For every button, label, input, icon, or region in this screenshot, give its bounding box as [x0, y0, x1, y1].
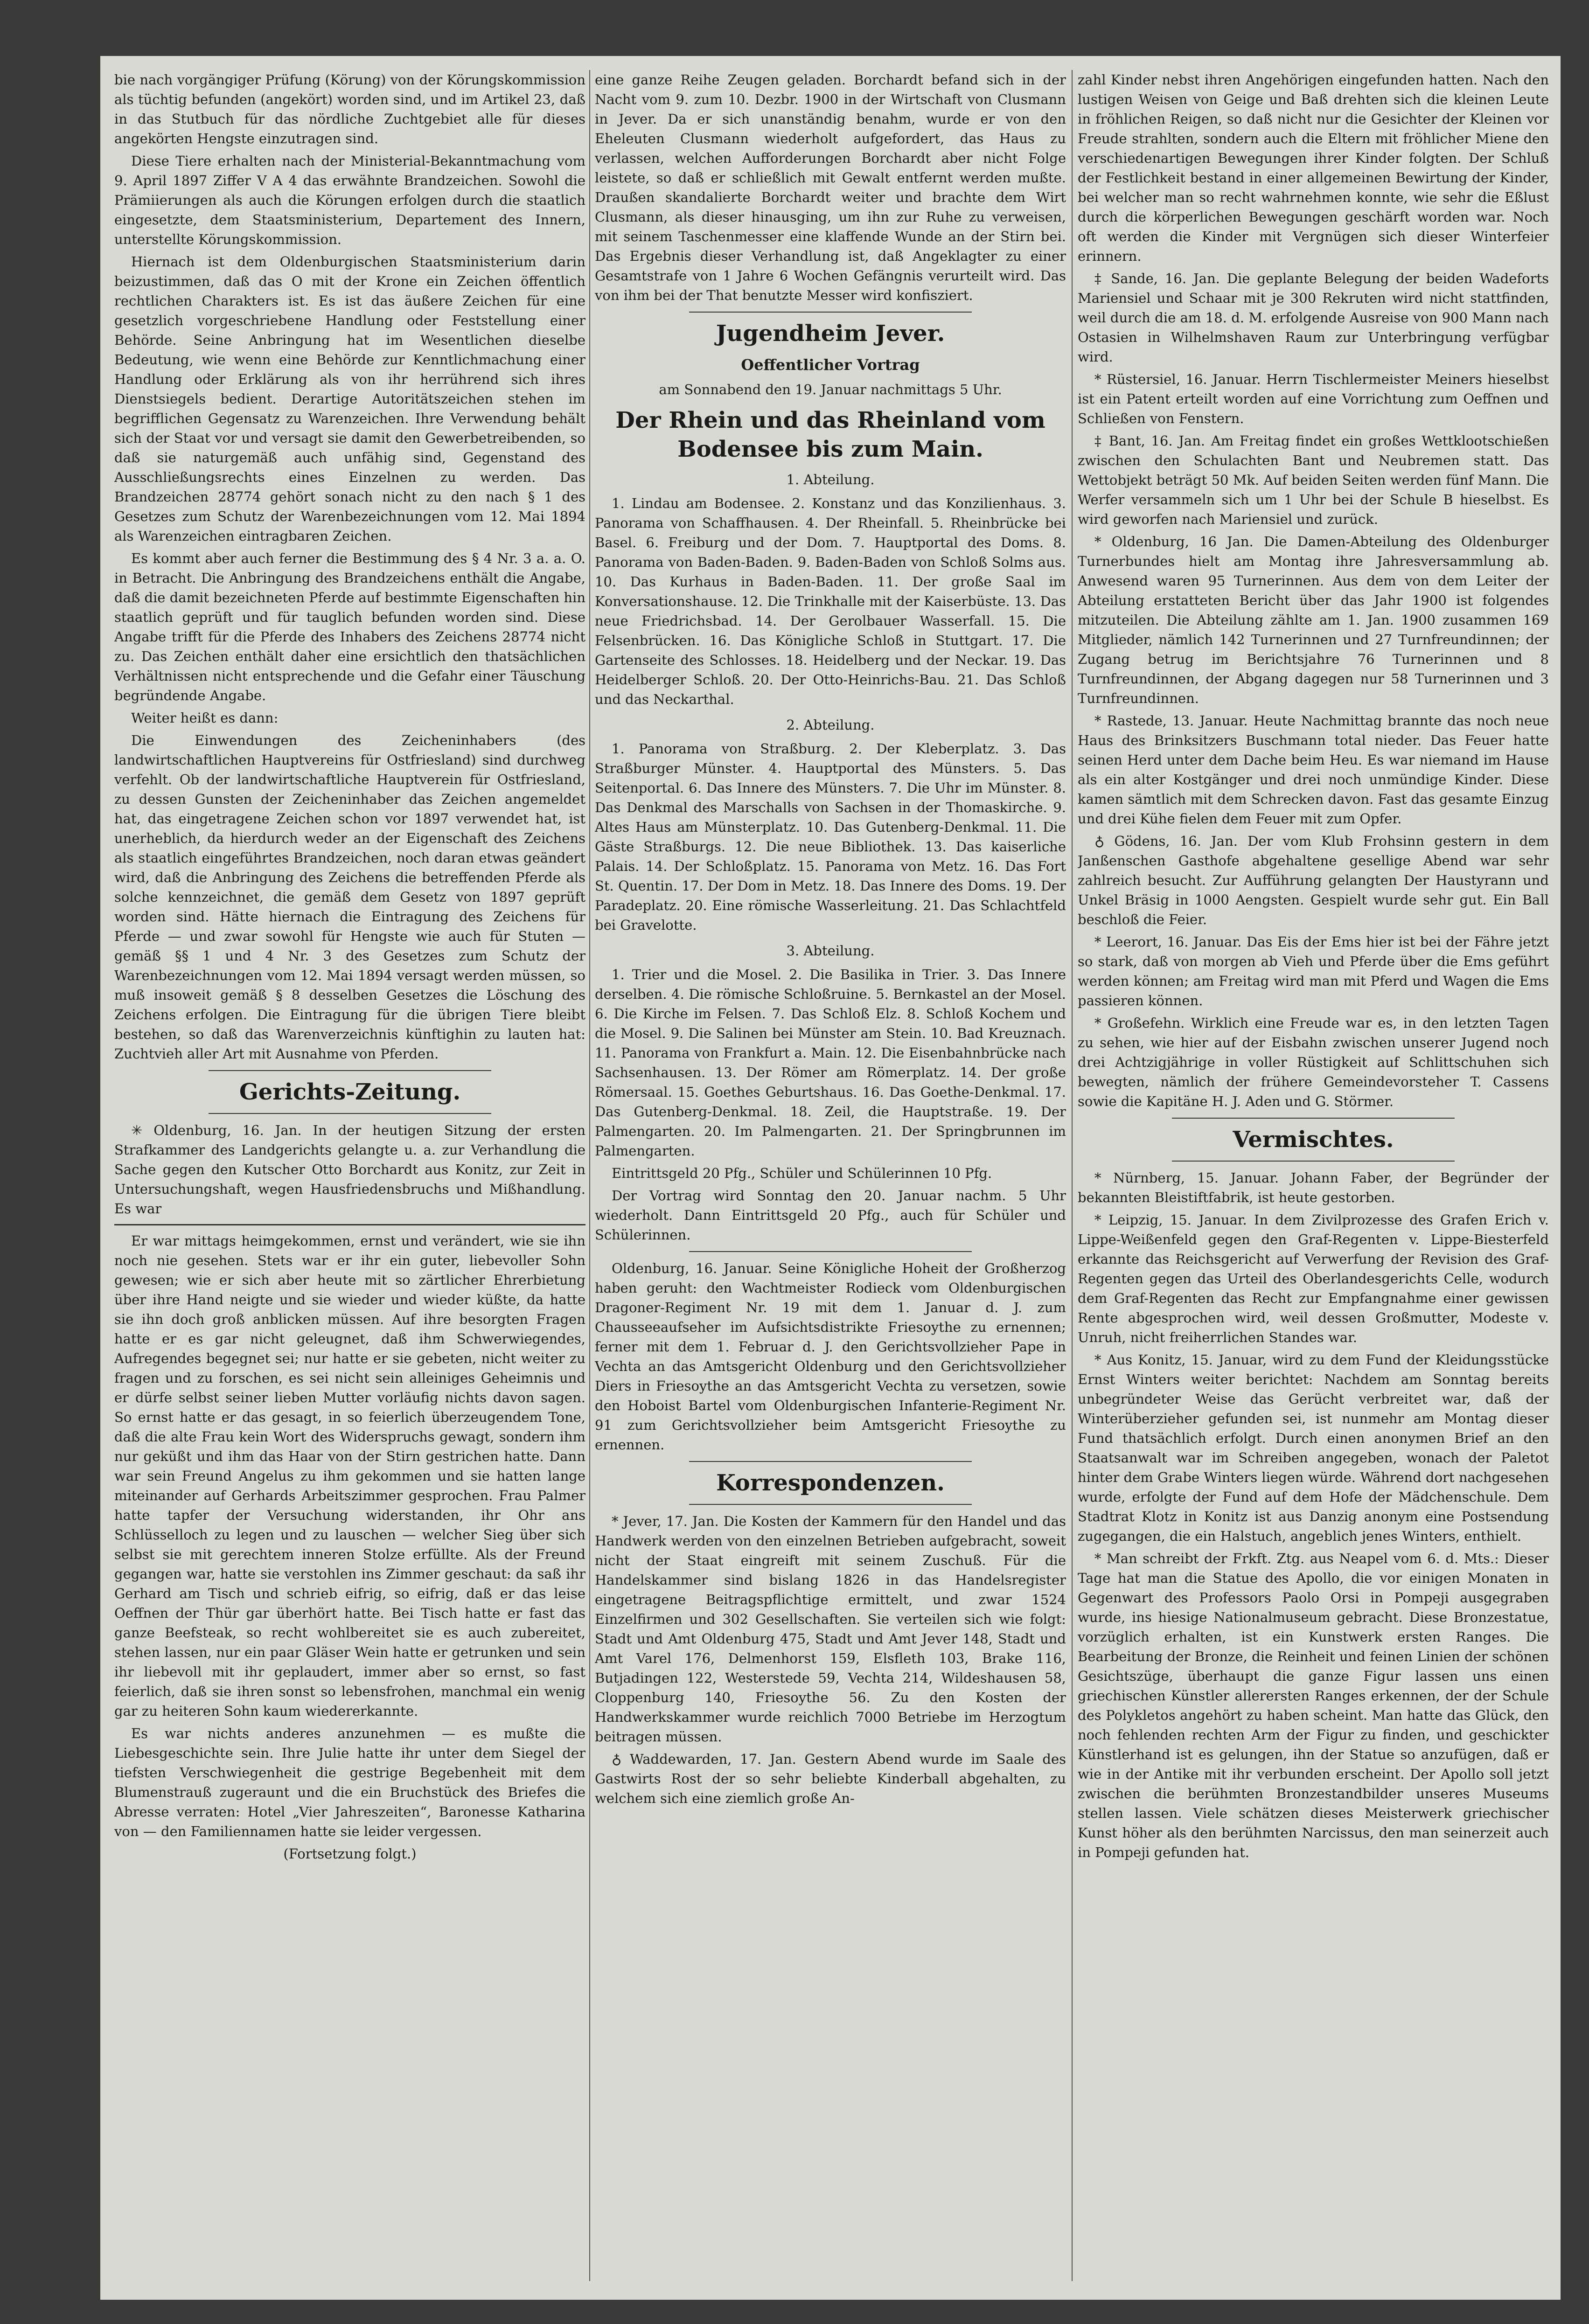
- section-heading: Jugendheim Jever.: [716, 320, 945, 347]
- article-paragraph: * Rastede, 13. Januar. Heute Nachmittag brannte das noch neue Haus des Brinksitzers Buschmann total nieder. Das Feuer hatte seinen Herd unter dem Dache beim Heu. Es war niemand im Hause als ein alter Kostgänger und drei noch unmündige Kinder. Diese kamen sämtlich mit dem Schrecken davon. Fast das gesamte Einzug und drei Kühe fielen dem Feuer mit zum Opfer.: [1078, 713, 1549, 827]
- article-paragraph: * Leipzig, 15. Januar. In dem Zivilprozesse des Grafen Erich v. Lippe-Weißenfeld gegen den Graf-Regenten v. Lippe-Biesterfeld erkannte das Reichsgericht auf Verwerfung der Revision des Graf-Regenten gegen das Urteil des Oberlandesgerichts Celle, wodurch dem Graf-Regenten das Recht zur Empfangnahme einer gewissen Rente abgesprochen wird, weil dessen Großmutter, Modeste v. Unruh, nicht freiherrlichen Standes war.: [1078, 1212, 1549, 1345]
- article-paragraph: * Rüstersiel, 16. Januar. Herrn Tischlermeister Meiners hieselbst ist ein Patent erteilt worden auf eine Vorrichtung zum Oeffnen und Schließen von Fenstern.: [1078, 371, 1549, 426]
- section-divider: [1172, 1118, 1455, 1119]
- article-paragraph: ✳ Oldenburg, 16. Jan. In der heutigen Sitzung der ersten Strafkammer des Landgerichts gelangte u. a. zur Verhandlung die Sache gegen den Kutscher Otto Borchardt aus Konitz, zur Zeit in Untersuchungshaft, wegen Hausfriedensbruchs und Mißhandlung. Es war: [114, 1122, 585, 1217]
- article-paragraph: * Nürnberg, 15. Januar. Johann Faber, der Begründer der bekannten Bleistiftfabrik, ist heute gestorben.: [1078, 1170, 1549, 1205]
- continuation-note: (Fortsetzung folgt.): [283, 1846, 417, 1862]
- article-paragraph: zahl Kinder nebst ihren Angehörigen eingefunden hatten. Nach den lustigen Weisen von Geige und Baß drehten sich die kleinen Leute in fröhlichen Reigen, so daß nicht nur die Gesichter der Kleinen vor Freude strahlten, sondern auch die Eltern mit fröhlicher Miene den verschiedenartigen Bewegungen ihrer Kinder folgten. Der Schluß der Festlichkeit bestand in einer allgemeinen Bewirtung der Kinder, bei welcher man so recht wahrnehmen konnte, wie sehr die Eßlust durch die körperlichen Bewegungen geschärft worden war. Noch oft werden die Kinder mit Vergnügen sich dieser Winterfeier erinnern.: [1078, 72, 1549, 264]
- section-heading: Vermischtes.: [1233, 1127, 1394, 1153]
- article-paragraph: ♁ Gödens, 16. Jan. Der vom Klub Frohsinn gestern in dem Janßenschen Gasthofe abgehaltene gesellige Abend war sehr zahlreich besucht. Zur Aufführung gelangten Der Haustyrann und Unkel Bräsig in 1000 Aengsten. Gespielt wurde sehr gut. Ein Ball beschloß die Feier.: [1078, 833, 1549, 927]
- article-paragraph: Diese Tiere erhalten nach der Ministerial-Bekanntmachung vom 9. April 1897 Ziffer V A 4 das erwähnte Brandzeichen. Sowohl die Prämiierungen als auch die Körungen erfolgen durch die staatlich eingesetzte, dem Staatsministerium, Departement des Innern, unterstellte Körungskommission.: [114, 153, 585, 247]
- section-divider: [689, 1251, 972, 1252]
- article-paragraph: ‡ Sande, 16. Jan. Die geplante Belegung der beiden Wadeforts Mariensiel und Schaar mit je 300 Rekruten wird nicht stattfinden, weil durch die am 18. d. M. erfolgende Ausreise von 900 Mann nach Ostasien in Wilhelmshaven Raum zur Unterbringung verfügbar wird.: [1078, 271, 1549, 365]
- article-paragraph: Oldenburg, 16. Januar. Seine Königliche Hoheit der Großherzog haben geruht: den Wachtmeister Rodieck vom Oldenburgischen Dragoner-Regiment Nr. 19 mit dem 1. Januar d. J. zum Chausseeaufseher im Aufsichtsdistrikte Friesoythe zu ernennen; ferner mit dem 1. Februar d. J. den Gerichtsvollzieher Pape in Vechta an das Amtsgericht Oldenburg und den Gerichtsvollzieher Diers in Friesoythe an das Amtsgericht Vechta zu versetzen, sowie den Hoboist Bartel vom Oldenburgischen Infanterie-Regiment Nr. 91 zum Gerichtsvollzieher beim Amtsgericht Friesoythe zu ernennen.: [595, 1260, 1066, 1453]
- article-paragraph: * Man schreibt der Frkft. Ztg. aus Neapel vom 6. d. Mts.: Dieser Tage hat man die Statue des Apollo, die vor einigen Monaten in Gegenwart des Professors Paolo Orsi in Pompeji ausgegraben wurde, ins hiesige Nationalmuseum gebracht. Diese Bronzestatue, vorzüglich erhalten, ist ein Kunstwerk ersten Ranges. Die Bearbeitung der Bronze, die Reinheit und feinen Linien der schönen Gesichtszüge, überhaupt die ganze Figur lassen uns einen griechischen Künstler allerersten Ranges erkennen, der der Schule des Polykletos angehört zu haben scheint. Man hatte das Glück, den noch fehlenden rechten Arm der Figur zu finden, und geschickter Künstlerhand ist es gelungen, ihn der Statue so anzufügen, daß er wie in der Antike mit ihr verbunden erscheint. Der Apollo soll jetzt zwischen die berühmten Bronzestandbilder unseres Museums stellen lassen. Viele schätzen dieses Meisterwerk griechischer Kunst höher als den berühmten Narcissus, den man seinerzeit auch in Pompeji gefunden hat.: [1078, 1551, 1549, 1860]
- column-middle: [595, 70, 1066, 2281]
- article-paragraph: Es kommt aber auch ferner die Bestimmung des § 4 Nr. 3 a. a. O. in Betracht. Die Anbringung des Brandzeichens enthält die Angabe, daß die damit bezeichneten Pferde auf bestimmte Eigenschaften hin staatlich geprüft und für tauglich befunden worden sind. Diese Angabe trifft für die Pferde des Inhabers des Zeichens 28774 nicht zu. Das Zeichen enthält daher eine ersichtlich den thatsächlichen Verhältnissen nicht entsprechende und die Gefahr einer Täuschung begründende Angabe.: [114, 550, 585, 703]
- repeat-note: Der Vortrag wird Sonntag den 20. Januar nachm. 5 Uhr wiederholt. Dann Eintrittsgeld 20 Pfg., auch für Schüler und Schülerinnen.: [595, 1188, 1066, 1243]
- section-divider: [689, 1461, 972, 1462]
- article-paragraph: ♁ Waddewarden, 17. Jan. Gestern Abend wurde im Saale des Gastwirts Rost der so sehr beliebte Kinderball abgehalten, zu welchem sich eine ziemlich große An-: [595, 1751, 1066, 1806]
- article-paragraph: Weiter heißt es dann:: [131, 710, 279, 726]
- column-right: [1078, 70, 1549, 2281]
- section-divider: [689, 312, 972, 313]
- article-paragraph: * Leerort, 16. Januar. Das Eis der Ems hier ist bei der Fähre jetzt so stark, daß von morgen ab Vieh und Pferde über die Ems geführt werden können; am Freitag wird man mit Pferd und Wagen die Ems passieren können.: [1078, 934, 1549, 1009]
- part-list: 1. Panorama von Straßburg. 2. Der Kleberplatz. 3. Das Straßburger Münster. 4. Hauptportal des Münsters. 5. Das Seitenportal. 6. Das Innere des Münsters. 7. Die Uhr im Münster. 8. Das Denkmal des Marschalls von Sachsen in der Thomaskirche. 9. Altes Haus am Münsterplatz. 10. Das Gutenberg-Denkmal. 11. Die Gäste Straßburgs. 12. Die neue Bibliothek. 13. Das kaiserliche Palais. 14. Der Schloßplatz. 15. Panorama von Metz. 16. Das Fort St. Quentin. 17. Der Dom in Metz. 18. Das Innere des Doms. 19. Der Paradeplatz. 20. Eine römische Wasserleitung. 21. Das Schlachtfeld bei Gravelotte.: [595, 741, 1066, 933]
- feuilleton-divider: [114, 1224, 585, 1225]
- newspaper-page: [100, 56, 1561, 2300]
- part-heading: 1. Abteilung.: [786, 472, 875, 487]
- section-divider: [1172, 1161, 1455, 1162]
- part-heading: 2. Abteilung.: [786, 717, 875, 733]
- article-paragraph: ‡ Bant, 16. Jan. Am Freitag findet ein großes Wettklootschießen zwischen den Schulachten Bant und Neubremen statt. Das Wettobjekt beträgt 50 Mk. Auf beiden Seiten werden fünf Mann. Die Werfer versammeln sich um 1 Uhr bei der Schule B hieselbst. Es wird geworfen nach Mariensiel und zurück.: [1078, 433, 1549, 527]
- article-paragraph: eine ganze Reihe Zeugen geladen. Borchardt befand sich in der Nacht vom 9. zum 10. Dezbr. 1900 in der Wirtschaft von Clusmann in Jever. Da er sich unanständig benahm, wurde er von den Eheleuten Clusmann wiederholt aufgefordert, das Haus zu verlassen, welchen Aufforderungen Borchardt aber nicht Folge leistete, so daß er schließlich mit Gewalt entfernt werden mußte. Draußen skandalierte Borchardt weiter und brachte dem Wirt Clusmann, als dieser hinausging, um ihn zur Ruhe zu verweisen, mit seinem Taschenmesser eine klaffende Wunde an der Stirn bei. Das Ergebnis dieser Verhandlung ist, daß Angeklagter zu einer Gesamtstrafe von 1 Jahre 6 Wochen Gefängnis verurteilt wird. Das von ihm bei der That benutzte Messer wird konfisziert.: [595, 72, 1066, 303]
- article-paragraph: Hiernach ist dem Oldenburgischen Staatsministerium darin beizustimmen, daß das O mit der Krone ein Zeichen öffentlich rechtlichen Charakters ist. Es ist das äußere Zeichen für eine gesetzlich vorgeschriebene Handlung oder Feststellung einer Behörde. Seine Anbringung hat im Wesentlichen dieselbe Bedeutung, wie wenn eine Behörde zur Kenntlichmachung einer Handlung oder Erklärung als von ihr herrührend sich ihres Dienstsiegels bedient. Derartige Autoritätszeichen stehen im begrifflichen Gegensatz zu Warenzeichen. Ihre Verwendung behält sich der Staat vor und versagt sie damit den Gewerbetreibenden, so daß sie naturgemäß auch unfähig sind, Gegenstand des Ausschließungsrechts eines Einzelnen zu werden. Das Brandzeichen 28774 gehört sonach nicht zu den nach § 1 des Gesetzes zum Schutz der Warenbezeichnungen vom 12. Mai 1894 als Warenzeichen eintragbaren Zeichen.: [114, 254, 585, 544]
- part-list: 1. Lindau am Bodensee. 2. Konstanz und das Konzilienhaus. 3. Panorama von Schaffhausen. 4. Der Rheinfall. 5. Rheinbrücke bei Basel. 6. Freiburg und der Dom. 7. Hauptportal des Doms. 8. Panorama von Baden-Baden. 9. Baden-Baden von Schloß Solms aus. 10. Das Kurhaus in Baden-Baden. 11. Der große Saal im Konversationshause. 12. Die Trinkhalle mit der Kaiserbüste. 13. Das neue Friedrichsbad. 14. Der Gerolbauer Wasserfall. 15. Die Felsenbrücken. 16. Das Königliche Schloß in Stuttgart. 17. Die Gartenseite des Schlosses. 18. Heidelberg und der Neckar. 19. Das Heidelberger Schloß. 20. Der Otto-Heinrichs-Bau. 21. Das Schloß und das Neckarthal.: [595, 495, 1066, 707]
- sub-heading: Oeffentlicher Vortrag: [741, 356, 920, 374]
- part-list: 1. Trier und die Mosel. 2. Die Basilika in Trier. 3. Das Innere derselben. 4. Die römische Schloßruine. 5. Bernkastel an der Mosel. 6. Die Kirche im Felsen. 7. Das Schloß Elz. 8. Schloß Kochem und die Mosel. 9. Die Salinen bei Münster am Stein. 10. Bad Kreuznach. 11. Panorama von Frankfurt a. Main. 12. Die Eisenbahnbrücke nach Sachsenhausen. 13. Der Römer am Römerplatz. 14. Der große Römersaal. 15. Goethes Geburtshaus. 16. Das Goethe-Denkmal. 17. Das Gutenberg-Denkmal. 18. Zeil, die Hauptstraße. 19. Der Palmengarten. 20. Im Palmengarten. 21. Der Springbrunnen im Palmengarten.: [595, 967, 1066, 1159]
- section-heading: Gerichts-Zeitung.: [239, 1079, 461, 1105]
- article-paragraph: bie nach vorgängiger Prüfung (Körung) von der Körungskommission als tüchtig befunden (angekört) worden sind, und im Artikel 23, daß in das Stutbuch für das nördliche Zuchtgebiet alle für dieses angekörten Hengste einzutragen sind.: [114, 72, 585, 146]
- section-heading: Korrespondenzen.: [716, 1470, 945, 1496]
- column-left: [114, 70, 585, 2281]
- feuilleton-paragraph: Es war nichts anderes anzunehmen — es mußte die Liebesgeschichte sein. Ihre Julie hatte ihr unter dem Siegel der tiefsten Verschwiegenheit die gestrige Begebenheit mit dem Blumenstrauß zugeraunt und die ein Bruchstück des Briefes die Abresse verraten: Hotel „Vier Jahreszeiten“, Baronesse Katharina von — den Familiennamen hatte sie leider vergessen.: [114, 1726, 585, 1839]
- article-paragraph: * Jever, 17. Jan. Die Kosten der Kammern für den Handel und das Handwerk werden von den einzelnen Betrieben aufgebracht, soweit nicht der Staat eingreift mit seinem Zuschuß. Für die Handelskammer sind bislang 1826 in das Handelsregister eingetragene Beitragspflichtige ermittelt, und zwar 1524 Einzelfirmen und 302 Gesellschaften. Sie verteilen sich wie folgt: Stadt und Amt Oldenburg 475, Stadt und Amt Jever 148, Stadt und Amt Varel 176, Delmenhorst 159, Elsfleth 103, Brake 116, Butjadingen 122, Westerstede 59, Vechta 214, Wildeshausen 58, Cloppenburg 140, Friesoythe 56. Zu den Kosten der Handwerkskammer wurde reichlich 7000 Betriebe im Herzogtum beitragen müssen.: [595, 1513, 1066, 1745]
- event-time: am Sonnabend den 19. Januar nachmittags 5 Uhr.: [659, 382, 1002, 397]
- column-divider: [589, 70, 590, 2281]
- feuilleton-paragraph: Er war mittags heimgekommen, ernst und verändert, wie sie ihn noch nie gesehen. Stets war er ihr ein guter, liebevoller Sohn gewesen; wie er sich aber heute mit so zärtlicher Ehrerbietung über ihre Hand neigte und sie wieder und wieder küßte, da hatte sie ihn doch groß anblicken müssen. Auf ihre besorgten Fragen hatte er es gar nicht geleugnet, daß ihm Schwerwiegendes, Aufregendes begegnet sei; nur hatte er sie gebeten, nicht weiter zu fragen und zu forschen, es sei nicht sein alleiniges Geheimnis und er dürfe selbst seiner lieben Mutter vorläufig nichts davon sagen. So ernst hatte er das gesagt, in so feierlich überzeugendem Tone, daß die alte Frau kein Wort des Widerspruchs gewagt, sondern ihm nur geküßt und ihm das Haar von der Stirn gestrichen hatte. Dann war sein Freund Angelus zu ihm gekommen und sie hatten lange miteinander auf Gerhards Arbeitszimmer gesprochen. Frau Palmer hatte tapfer der Versuchung widerstanden, ihr Ohr ans Schlüsselloch zu legen und zu lauschen — welcher Sieg über sich selbst sie mit gerechtem inneren Stolze erfüllte. Als der Freund gegangen war, hatte sie verstohlen ins Zimmer geschaut: da saß ihr Gerhard am Tisch und schrieb eifrig, so eifrig, daß er das leise Oeffnen der Thür gar überhört hatte. Bei Tisch hatte er fast das ganze Beefsteak, so recht wohlbereitet sie es auch zubereitet, stehen lassen, nur ein paar Gläser Wein hatte er getrunken und sein ihr liebevoll mit ihr geplaudert, immer aber so ernst, so fast feierlich, daß sie ihren sonst so lebensfrohen, manchmal ein wenig gar zu heiteren Sohn kaum wiedererkannte.: [114, 1233, 585, 1719]
- admission-note: Eintrittsgeld 20 Pfg., Schüler und Schülerinnen 10 Pfg.: [612, 1165, 992, 1181]
- section-divider: [209, 1070, 491, 1071]
- article-paragraph: Die Einwendungen des Zeicheninhabers (des landwirtschaftlichen Hauptvereins für Ostfriesland) sind durchweg verfehlt. Ob der landwirtschaftliche Hauptverein für Ostfriesland, zu dessen Gunsten der Zeicheninhaber das Zeichen angemeldet hat, das eingetragene Zeichen schon vor 1897 verwendet hat, ist unerheblich, da hierdurch weder an der Eigenschaft des Zeichens als staatlich eingeführtes Brandzeichen, noch daran etwas geändert wird, daß die Anbringung des Zeichens die betreffenden Pferde als solche kennzeichnet, die gemäß dem Gesetz von 1897 geprüft worden sind. Hätte hiernach die Eintragung des Zeichens für Pferde — und zwar sowohl für Hengste wie auch für Stuten — gemäß §§ 1 und 4 Nr. 3 des Gesetzes zum Schutz der Warenbezeichnungen vom 12. Mai 1894 versagt werden müssen, so muß insoweit gemäß § 8 desselben Gesetzes die Löschung des Zeichens erfolgen. Die Eintragung für die übrigen Tiere bleibt bestehen, so daß das Warenverzeichnis künftighin zu lauten hat: Zuchtvieh aller Art mit Ausnahme von Pferden.: [114, 732, 585, 1062]
- article-paragraph: * Oldenburg, 16 Jan. Die Damen-Abteilung des Oldenburger Turnerbundes hielt am Montag ihre Jahresversammlung ab. Anwesend waren 95 Turnerinnen. Aus dem von dem Leiter der Abteilung erstatteten Bericht über das Jahr 1900 ist folgendes mitzuteilen. Die Abteilung zählte am 1. Jan. 1900 zusammen 169 Mitglieder, nämlich 142 Turnerinnen und 27 Turnfreundinnen; der Zugang betrug im Berichtsjahre 76 Turnerinnen und 8 Turnfreundinnen, der Abgang dagegen nur 58 Turnerinnen und 3 Turnfreundinnen.: [1078, 534, 1549, 706]
- article-paragraph: * Aus Konitz, 15. Januar, wird zu dem Fund der Kleidungsstücke Ernst Winters weiter berichtet: Nachdem am Sonntag bereits unbegründeter Weise das Gerücht verbreitet war, daß der Winterüberzieher gefunden sei, ist nunmehr am Montag dieser Fund thatsächlich erfolgt. Durch einen anonymen Brief an den Staatsanwalt war im Schreiben angegeben, wonach der Paletot hinter dem Grabe Winters liegen würde. Während dort nachgesehen wurde, erfolgte der Fund auf dem Hofe der Mädchenschule. Dem Stadtrat Klotz in Konitz ist aus Danzig anonym eine Postsendung zugegangen, die ein Halstuch, angeblich jenes Winters, enthielt.: [1078, 1352, 1549, 1544]
- column-divider: [1072, 70, 1073, 2281]
- part-heading: 3. Abteilung.: [786, 943, 875, 959]
- lecture-title: Der Rhein und das Rheinland vom Bodensee bis zum Main.: [615, 407, 1045, 462]
- article-paragraph: * Großefehn. Wirklich eine Freude war es, in den letzten Tagen zu sehen, wie hier auf der Eisbahn zwischen unserer Jugend noch drei Achtzigjährige in voller Rüstigkeit auf Schlittschuhen sich bewegten, nämlich der frühere Gemeindevorsteher T. Cassens sowie die Kapitäne H. J. Aden und G. Störmer.: [1078, 1015, 1549, 1109]
- section-divider: [209, 1113, 491, 1114]
- section-divider: [689, 1504, 972, 1505]
